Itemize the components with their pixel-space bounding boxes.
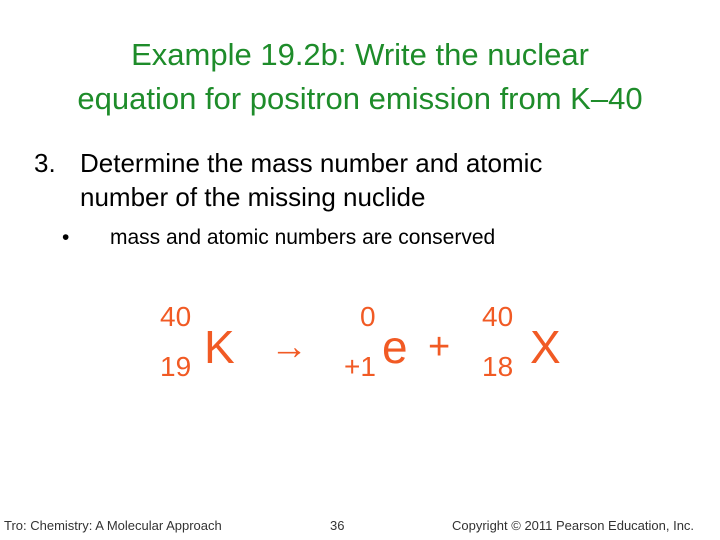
footer-copyright: Copyright © 2011 Pearson Education, Inc. (452, 518, 695, 533)
product-mass-number: 40 (482, 301, 514, 332)
bullet-marker: • (62, 226, 70, 249)
positron-symbol: e (382, 321, 408, 373)
reaction-arrow: → (270, 326, 308, 368)
product-atomic-number: 18 (482, 351, 514, 382)
positron-mass-number: 0 (360, 301, 376, 332)
footer-page-number: 36 (330, 518, 345, 533)
nuclear-equation (160, 300, 580, 390)
footer-course: Tro: Chemistry: A Molecular Approach (4, 518, 222, 533)
reactant-atomic-number: 19 (160, 351, 192, 382)
reactant-symbol: K (204, 321, 235, 373)
step-line-1: Determine the mass number and atomic (80, 148, 543, 178)
positron-atomic-number: +1 (344, 351, 376, 382)
slide-title (20, 33, 700, 121)
title-line-1: Example 19.2b: Write the nuclear (131, 37, 589, 72)
plus-sign: + (428, 326, 451, 368)
product-symbol: X (530, 321, 561, 373)
step-text (80, 146, 670, 214)
bullet-text: mass and atomic numbers are conserved (110, 226, 496, 249)
reactant-mass-number: 40 (160, 301, 192, 332)
step-line-2: number of the missing nuclide (80, 182, 426, 212)
step-number: 3. (34, 148, 56, 178)
title-line-2: equation for positron emission from K–40 (77, 81, 643, 116)
